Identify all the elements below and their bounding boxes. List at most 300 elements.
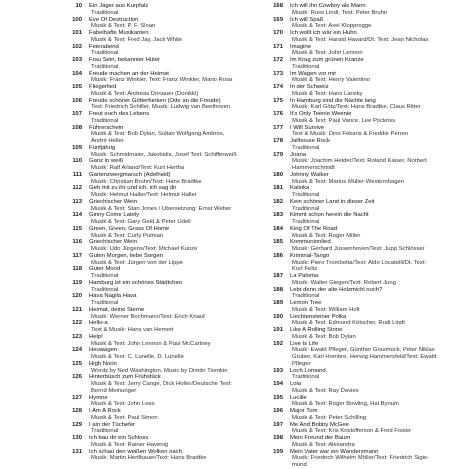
song-title: Gartenzwergmarsch (Adelheid) — [89, 171, 171, 178]
song-details — [290, 253, 441, 273]
song-details — [89, 111, 240, 125]
song-title: King Of The Road — [290, 225, 338, 232]
song-credit: Musik: Walter Giegen/Text: Robert Jung — [292, 279, 396, 286]
song-entry — [62, 57, 240, 71]
song-title: Live Is Life — [290, 340, 319, 347]
song-title: Hinterbüsch zum Frühstück — [89, 374, 161, 381]
song-entry — [62, 395, 240, 409]
song-credit: Musik & Text: Bob Dylan, Sultan Wolfgang Ambros, — [91, 131, 225, 138]
song-title: Green, Green, Grass Of Home — [89, 225, 170, 232]
song-credit: Musik & Text: Henry Valentino — [292, 77, 371, 84]
song-details — [89, 395, 240, 409]
song-title: Lucille — [290, 394, 307, 401]
song-details — [290, 98, 441, 112]
song-details — [89, 435, 240, 449]
song-details — [89, 199, 240, 213]
song-entry — [263, 98, 441, 112]
song-entry — [263, 185, 441, 199]
song-title: Lemon Tree — [290, 300, 322, 306]
song-credit: Musik & Text: John Lees — [91, 401, 155, 408]
song-credit: Musik & Text: Roger Miller — [292, 232, 361, 239]
song-entry — [62, 280, 240, 294]
song-entry — [62, 266, 240, 280]
song-entry — [62, 307, 240, 321]
song-details — [89, 3, 240, 17]
song-entry — [263, 449, 441, 469]
song-title: Guten Morgen, liebe Sorgen — [89, 252, 164, 259]
song-details — [89, 266, 240, 280]
song-title: Mein Freund der Baum — [290, 435, 351, 441]
song-details — [89, 98, 240, 112]
song-number: 126 — [72, 374, 82, 381]
song-credit: Musik: Martin Hertlbauer/Text: Hans Bradtke — [91, 455, 207, 462]
song-title: Ich will Spaß — [290, 16, 324, 23]
song-details — [89, 293, 240, 307]
song-number: 109 — [72, 144, 82, 151]
song-details — [290, 314, 441, 328]
song-details — [89, 422, 240, 436]
song-entry — [263, 138, 441, 152]
song-number: 114 — [72, 212, 82, 219]
song-title: Imagine — [290, 43, 311, 50]
song-title: Griechischer Wein — [89, 239, 138, 246]
song-entry — [62, 145, 240, 159]
song-number: 115 — [72, 225, 82, 232]
song-credit: Musik & Text: Rainer Havenig — [91, 441, 169, 448]
song-credit: Musik: Werner Bochmann/Text: Erich Knauf — [91, 313, 205, 320]
song-title: Ganz in weiß — [89, 158, 124, 165]
song-title: Kein schöner Land in dieser Zeit — [290, 198, 375, 205]
song-credit: Musik & Text: John Lennon — [292, 50, 363, 57]
song-number: 193 — [273, 367, 283, 374]
song-number: 174 — [273, 84, 283, 90]
song-credit: Musik & Text: Ray Davies — [292, 387, 359, 394]
song-details — [290, 212, 441, 226]
song-details — [89, 158, 240, 172]
song-title: Joana — [290, 151, 307, 158]
song-number: 108 — [72, 124, 82, 131]
song-details — [290, 172, 441, 186]
song-credit: Musik & Text: Andreas Donauer (Donikkl) — [91, 90, 199, 97]
song-number: 184 — [273, 225, 283, 232]
song-credit: Musik: Ralf Arland/Text: Kurt Hertha — [91, 165, 185, 171]
song-credit: Musik: Christian Bruhn/Text: Hans Bradtke — [91, 178, 202, 185]
song-entry — [62, 212, 240, 226]
song-entry — [62, 449, 240, 463]
song-entry — [62, 125, 240, 145]
song-title: Kriminal-Tango — [290, 252, 330, 259]
song-number: 119 — [72, 279, 82, 286]
song-title: I Will Survive — [290, 124, 325, 131]
song-details — [89, 334, 240, 348]
song-credit: Traditional — [91, 428, 119, 435]
song-title: Hymne — [89, 394, 108, 401]
song-entry — [62, 293, 240, 307]
song-credit: Gruber, Karl Hombre, Herwig Hammersfeld/Text: Ewald — [292, 354, 437, 360]
song-title: Führerschein — [89, 124, 124, 131]
song-credit: Pfleger — [292, 360, 311, 367]
song-entry — [263, 422, 441, 436]
song-number: 113 — [72, 198, 82, 205]
song-number: 181 — [273, 185, 283, 192]
song-details — [290, 381, 441, 395]
song-details — [89, 408, 240, 422]
song-entry — [263, 152, 441, 172]
song-details — [290, 226, 441, 240]
song-title: Like A Rolling Stone — [290, 327, 343, 333]
song-details — [290, 17, 441, 31]
song-title: Johnny Walker — [290, 171, 329, 178]
song-credit: Traditional — [91, 50, 119, 57]
song-entry — [62, 239, 240, 253]
song-credit: Traditional — [292, 144, 320, 151]
song-details — [290, 435, 441, 449]
song-credit: Musik & Text: Stan Jones / Übersetzung: Ernst Weber — [91, 205, 232, 212]
song-number: 170 — [273, 30, 283, 36]
song-title: Ein Jäger aus Kurpfalz — [89, 3, 149, 9]
song-title: Liechtensteiner Polka — [290, 313, 347, 320]
song-entry — [62, 226, 240, 240]
song-title: Feierabend — [89, 43, 119, 50]
song-number: 102 — [72, 43, 82, 50]
song-entry — [62, 172, 240, 186]
song-credit: Text: Friedrich Schiller, Musik: Ludwig van Beethoven — [91, 104, 231, 111]
song-entry — [62, 84, 240, 98]
song-title: Ich wollt ich wär ein Huhn — [290, 30, 357, 36]
song-title: Kimmt schon herein die Nacht — [290, 212, 369, 219]
song-number: 178 — [273, 138, 283, 144]
song-entry — [263, 3, 441, 17]
song-details — [290, 199, 441, 213]
song-title: Mein Vater war ein Wandersmann — [290, 448, 379, 455]
song-details — [290, 287, 441, 301]
song-title: Im Wagen vor mir — [290, 70, 337, 77]
song-number: 187 — [273, 273, 283, 279]
song-number: 107 — [72, 111, 82, 117]
song-entry — [263, 341, 441, 368]
song-title: Kommunionlied — [290, 239, 331, 246]
song-credit: Traditional — [91, 300, 119, 306]
song-title: Lola — [290, 381, 302, 387]
song-entry — [263, 44, 441, 58]
song-title: In der Schweiz — [290, 84, 329, 90]
song-title: Ich will ihn Cowboy als Mann — [290, 3, 366, 9]
song-entry — [62, 361, 240, 375]
song-entry — [263, 30, 441, 44]
song-credit: Musik: Udo Jürgens/Text: Michael Kunze — [91, 246, 198, 252]
song-credit: Musik & Text: P. F. Sloan — [91, 23, 156, 30]
song-details — [89, 239, 240, 253]
song-details — [89, 84, 240, 98]
song-credit: Musik & Text: Paul Simon — [91, 414, 158, 421]
song-entry — [62, 185, 240, 199]
song-credit: Musik: Friedrich Wilhelm Möller/Text: Friedrich Sigis- — [292, 455, 429, 462]
song-entry — [263, 368, 441, 382]
song-details — [290, 300, 441, 314]
song-credit: Kurt Feltz — [292, 266, 318, 273]
song-details — [290, 239, 441, 253]
song-number: 131 — [72, 448, 82, 455]
song-entry — [62, 158, 240, 172]
song-credit: Traditional — [292, 293, 320, 300]
song-credit: Musik: Franz Winkler, Text: Franz Winkler, Mario Rosa — [91, 77, 233, 84]
song-entry — [263, 57, 441, 71]
song-entry — [263, 381, 441, 395]
song-credit: Traditional — [91, 63, 119, 70]
song-title: Im Krug zum grünen Kranze — [290, 57, 364, 63]
song-number: 197 — [273, 421, 283, 428]
song-credit: Musik & Text: William Holt — [292, 306, 360, 313]
song-details — [290, 341, 441, 368]
song-details — [89, 226, 240, 240]
song-details — [290, 327, 441, 341]
song-credit: Musik & Text: Bob Dylan — [292, 333, 356, 340]
song-number: 111 — [72, 171, 82, 178]
song-details — [290, 125, 441, 139]
song-number: 196 — [273, 408, 283, 414]
song-number: 182 — [273, 198, 283, 205]
song-credit: Musik & Text: Edmund Kötscher, Rudi Lindt — [292, 320, 405, 327]
song-number: 118 — [72, 266, 82, 273]
song-number: 173 — [273, 70, 283, 77]
song-title: I Am A Rock — [89, 408, 121, 414]
song-credit: Musik: Joachim Heider/Text: Roland Kaiser, Norbert — [292, 158, 427, 165]
song-entry — [62, 111, 240, 125]
song-credit: mund — [292, 462, 307, 468]
song-credit: Musik & Text: Roger Bowling, Hal Bynum — [292, 401, 399, 408]
song-number: 110 — [72, 158, 82, 165]
song-title: Jailhouse Rock — [290, 138, 330, 144]
song-number: 112 — [72, 185, 82, 192]
song-title: Frau Sein, bekannter Hüter — [89, 57, 161, 63]
song-title: Freude machen an der Heimat — [89, 70, 169, 77]
song-title: Heimat, deine Sterne — [89, 306, 145, 313]
song-details — [89, 253, 240, 267]
song-number: 128 — [72, 408, 82, 414]
song-details — [290, 408, 441, 422]
song-title: It's Only Teenie Weenie — [290, 111, 352, 117]
song-title: Geh mit zu ihr und ich, ich sag dir — [89, 185, 177, 192]
song-title: Major Tom — [290, 408, 318, 414]
song-number: 172 — [273, 57, 283, 63]
song-details — [89, 449, 240, 463]
song-title: Ich bau dir ein Schloss — [89, 435, 149, 441]
song-details — [290, 395, 441, 409]
song-title: Freude schöner Götterfunken (Ode an die Freude) — [89, 97, 221, 104]
song-credit: Musik: Karl Götz/Text: Hans Bradtke, Claus Ritter — [292, 104, 421, 111]
song-title: I ain der Tüchefer — [89, 421, 136, 428]
song-entry — [263, 199, 441, 213]
song-credit: Musik & Text: Alexandra — [292, 441, 355, 448]
song-credit: Musik & Text: Jerry Cange, Dick Holler/Deutsche Text: — [91, 381, 232, 387]
song-details — [290, 138, 441, 152]
song-number: 124 — [72, 347, 82, 354]
song-credit: Musik & Text: Harald Havard/Dt. Text: Jean Nicholas — [292, 36, 429, 43]
song-number: 183 — [273, 212, 283, 219]
song-details — [89, 280, 240, 294]
song-details — [290, 71, 441, 85]
song-entry — [263, 300, 441, 314]
song-credit: Musik & Text: Fred Jay, Jack White — [91, 36, 183, 43]
song-list-left — [62, 3, 240, 462]
song-entry — [62, 320, 240, 334]
song-details — [89, 145, 240, 159]
song-credit: Musik: Russ Lindt, Text: Peter Bruhn — [292, 9, 388, 16]
song-number: 198 — [273, 435, 283, 441]
song-number: 191 — [273, 327, 283, 333]
song-credit: Bernd Meinunger — [91, 387, 137, 394]
song-details — [89, 17, 240, 31]
song-credit: Musik & Text: Kris Kristofferson & Fred Foster — [292, 428, 411, 435]
song-entry — [62, 3, 240, 17]
song-number: 189 — [273, 300, 283, 306]
song-entry — [263, 125, 441, 139]
song-number: 192 — [273, 340, 283, 347]
song-number: 10 — [75, 3, 82, 9]
song-credit: Musik & Text: C. Lunelle, D. Lunelle — [91, 354, 184, 360]
song-credit: Musik: Schmidmaier, Jakobidis, Josef Text: Schifferweiß — [91, 151, 237, 158]
song-number: 195 — [273, 394, 283, 401]
song-credit: Musik & Text: John Lennon & Paul McCartney — [91, 340, 211, 347]
song-details — [290, 185, 441, 199]
song-entry — [263, 273, 441, 287]
song-number: 121 — [72, 306, 82, 313]
song-title: La Paloma — [290, 273, 319, 279]
song-title: High Noon — [89, 360, 117, 367]
song-number: 186 — [273, 252, 283, 259]
song-credit: Musik & Text: Jürgen von der Lippe — [91, 259, 183, 266]
song-title: Lebt denn der alte Holzmichl noch? — [290, 286, 383, 293]
song-entry — [263, 287, 441, 301]
song-title: Guter Mond — [89, 266, 121, 273]
song-title: Griechischer Wein — [89, 198, 138, 205]
song-credit: Musik & Text: Curly Putman — [91, 232, 164, 239]
song-entry — [62, 334, 240, 348]
song-number: 179 — [273, 151, 283, 158]
song-title: Ich schau den weißen Wolken nach — [89, 448, 182, 455]
song-credit: Text & Musik: Hans van Hemert — [91, 327, 174, 333]
song-details — [89, 71, 240, 85]
song-credit: Text & Musik: Dino Fekaris & Freddie Perren — [292, 131, 409, 138]
song-details — [290, 44, 441, 58]
song-details — [290, 449, 441, 469]
song-details — [89, 44, 240, 58]
song-details — [89, 374, 240, 394]
song-credit: Traditional — [292, 205, 320, 212]
song-number: 127 — [72, 394, 82, 401]
song-entry — [62, 435, 240, 449]
song-credit: Musik: Gerhard Jussenhoven/Text: Jupp Schlösser — [292, 246, 425, 252]
song-credit: Musik & Text: Marius Müller-Westernhagen — [292, 178, 405, 185]
song-details — [89, 212, 240, 226]
song-entry — [62, 374, 240, 394]
song-entry — [263, 314, 441, 328]
song-entry — [263, 239, 441, 253]
song-entry — [62, 422, 240, 436]
song-details — [290, 273, 441, 287]
song-details — [89, 320, 240, 334]
song-number: 129 — [72, 421, 82, 428]
song-number: 169 — [273, 16, 283, 23]
song-details — [290, 84, 441, 98]
song-title: Hello-a — [89, 320, 108, 327]
song-entry — [263, 435, 441, 449]
song-entry — [62, 253, 240, 267]
song-credit: Musik & Text: Hans Lansky — [292, 90, 363, 97]
song-number: 120 — [72, 293, 82, 300]
song-number: 100 — [72, 16, 82, 23]
song-entry — [62, 71, 240, 85]
song-title: Hamburg ist ein schönes Städtchen — [89, 279, 182, 286]
song-title: Heuwagen — [89, 347, 118, 354]
song-credit: Traditional — [91, 9, 119, 16]
song-credit: Musik & Text: Paul Vance, Lee Pockriss — [292, 117, 396, 124]
song-details — [89, 185, 240, 199]
song-credit: Traditional — [292, 374, 320, 381]
song-number: 171 — [273, 43, 283, 50]
song-number: 188 — [273, 286, 283, 293]
song-number: 103 — [72, 57, 82, 63]
song-entry — [263, 71, 441, 85]
song-title: Fünfjährig — [89, 144, 116, 151]
song-details — [89, 30, 240, 44]
song-credit: Musik & Text: Peter Schilling — [292, 414, 367, 421]
song-number: 101 — [72, 30, 82, 36]
song-credit: Musik: Piero Trombetta/Text: Aldo Locatelli/Dt. Text: — [292, 259, 427, 266]
song-number: 106 — [72, 97, 82, 104]
song-title: Help! — [89, 333, 103, 340]
song-credit: Musik: Helmut Haller/Text: Helmut Haller — [91, 192, 197, 198]
song-number: 123 — [72, 333, 82, 340]
song-title: Me And Bobby McGee — [290, 421, 349, 428]
song-credit: Words by Ned Washington, Music by Dimitri Tiomkin — [91, 367, 228, 374]
song-entry — [62, 199, 240, 213]
song-details — [89, 172, 240, 186]
song-number: 199 — [273, 448, 283, 455]
song-entry — [62, 30, 240, 44]
song-details — [290, 368, 441, 382]
song-number: 105 — [72, 84, 82, 90]
song-number: 116 — [72, 239, 82, 246]
song-credit: Traditional — [91, 117, 119, 124]
song-list-right — [263, 3, 441, 469]
song-credit: Traditional — [91, 286, 119, 293]
song-number: 168 — [273, 3, 283, 9]
song-credit: Hammerschmidt — [292, 165, 335, 171]
song-title: Fliegerlied — [89, 84, 117, 90]
song-title: Fabelhafte Musikanten — [89, 30, 149, 36]
song-details — [290, 30, 441, 44]
song-credit: Traditional — [91, 273, 119, 279]
song-details — [290, 3, 441, 17]
song-entry — [263, 408, 441, 422]
song-number: 176 — [273, 111, 283, 117]
song-credit: Musik & Text: Axel Klopprogge — [292, 23, 372, 30]
song-details — [290, 111, 441, 125]
song-title: Kalinka — [290, 185, 310, 192]
song-credit: Traditional — [292, 63, 320, 70]
song-entry — [263, 172, 441, 186]
song-number: 177 — [273, 124, 283, 131]
song-credit: Musik & Text: Gary Geld & Peter Udell — [91, 219, 191, 225]
song-entry — [62, 98, 240, 112]
song-entry — [263, 226, 441, 240]
song-number: 117 — [72, 252, 82, 259]
song-details — [89, 57, 240, 71]
song-title: Loch Lomond — [290, 367, 326, 374]
song-credit: Traditional — [292, 192, 320, 198]
song-details — [89, 125, 240, 145]
